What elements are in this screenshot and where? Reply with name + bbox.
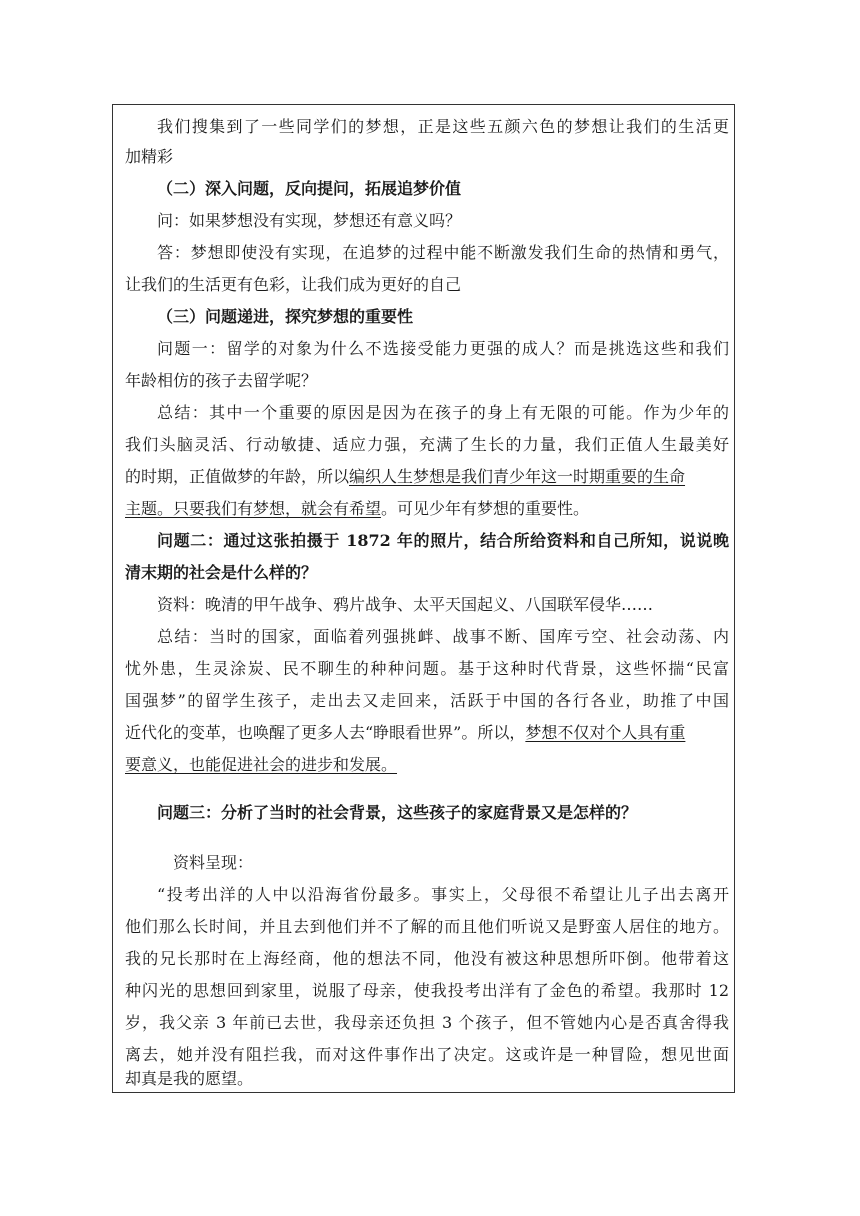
summary-two-line2: 忧外患，生灵涂炭、民不聊生的种种问题。基于这种时代背景，这些怀揣“民富 (125, 659, 729, 678)
summary-one-line4 (125, 499, 589, 519)
quote-line7: 却真是我的愿望。 (125, 1069, 254, 1088)
question-three: 问题三：分析了当时的社会背景，这些孩子的家庭背景又是怎样的？ (157, 803, 638, 822)
summary-one-line4-text: 。可见少年有梦想的重要性。 (381, 499, 590, 518)
answer-line1: 答：梦想即使没有实现，在追梦的过程中能不断激发我们生命的热情和勇气， (157, 243, 729, 262)
quote-line2: 他们那么长时间，并且去到他们并不了解的而且他们听说又是野蛮人居住的地方。 (125, 917, 729, 936)
material-line: 资料：晚清的甲午战争、鸦片战争、太平天国起义、八国联军侵华…… (157, 595, 654, 614)
summary-two-line3: 国强梦”的留学生孩子，走出去又走回来，活跃于中国的各行各业，助推了中国 (125, 691, 729, 710)
quote-line1: “投考出洋的人中以沿海省份最多。事实上，父母很不希望让儿子出去离开 (157, 885, 729, 904)
quote-line4: 种闪光的思想回到家里，说服了母亲，使我投考出洋有了金色的希望。我那时 12 (125, 981, 729, 1000)
summary-one-line1: 总结：其中一个重要的原因是因为在孩子的身上有无限的可能。作为少年的 (157, 403, 729, 422)
quote-line6: 离去，她并没有阻拦我，而对这件事作出了决定。这或许是一种冒险，想见世面 (125, 1045, 729, 1064)
section-heading-3: （三）问题递进，探究梦想的重要性 (157, 307, 414, 326)
question-ask: 问：如果梦想没有实现，梦想还有意义吗？ (157, 211, 462, 230)
summary-one-line2: 我们头脑灵活、行动敏捷、适应力强，充满了生长的力量，我们正值人生最美好 (125, 435, 729, 454)
question-two-line1: 问题二：通过这张拍摄于 1872 年的照片，结合所给资料和自己所知，说说晚 (157, 531, 729, 550)
summary-one-line3 (125, 467, 685, 487)
section-heading-2: （二）深入问题，反向提问，拓展追梦价值 (157, 179, 462, 198)
summary-two-line4 (125, 723, 685, 743)
question-two-line2: 清末期的社会是什么样的？ (125, 563, 318, 582)
summary-one-key-point-cont: 主题。只要我们有梦想，就会有希望 (125, 499, 382, 518)
question-one-line1: 问题一：留学的对象为什么不选接受能力更强的成人？而是挑选这些和我们 (157, 339, 729, 358)
quote-line5: 岁，我父亲 3 年前已去世，我母亲还负担 3 个孩子，但不管她内心是否真舍得我 (125, 1013, 729, 1032)
paragraph-dreams-line2: 加精彩 (125, 147, 174, 166)
summary-two-key-point-cont: 要意义，也能促进社会的进步和发展。 (125, 755, 398, 774)
paragraph-dreams-line1: 我们搜集到了一些同学们的梦想，正是这些五颜六色的梦想让我们的生活更 (157, 117, 729, 136)
question-one-line2: 年龄相仿的孩子去留学呢？ (125, 371, 318, 390)
content-table-cell (112, 104, 735, 1093)
summary-one-line3-text: 的时期，正值做梦的年龄，所以 (125, 467, 350, 486)
summary-two-line1: 总结：当时的国家，面临着列强挑衅、战事不断、国库亏空、社会动荡、内 (157, 627, 729, 646)
summary-two-line4-text: 近代化的变革，也唤醒了更多人去“睁眼看世界”。所以， (125, 723, 526, 742)
material-presentation-label: 资料呈现： (173, 853, 254, 872)
summary-two-key-point: 梦想不仅对个人具有重 (525, 723, 686, 742)
summary-one-key-point: 编织人生梦想是我们青少年这一时期重要的生命 (349, 467, 686, 486)
quote-line3: 我的兄长那时在上海经商，他的想法不同，他没有被这种思想所吓倒。他带着这 (125, 949, 729, 968)
summary-two-line5 (125, 755, 397, 775)
answer-line2: 让我们的生活更有色彩，让我们成为更好的自己 (125, 275, 462, 294)
